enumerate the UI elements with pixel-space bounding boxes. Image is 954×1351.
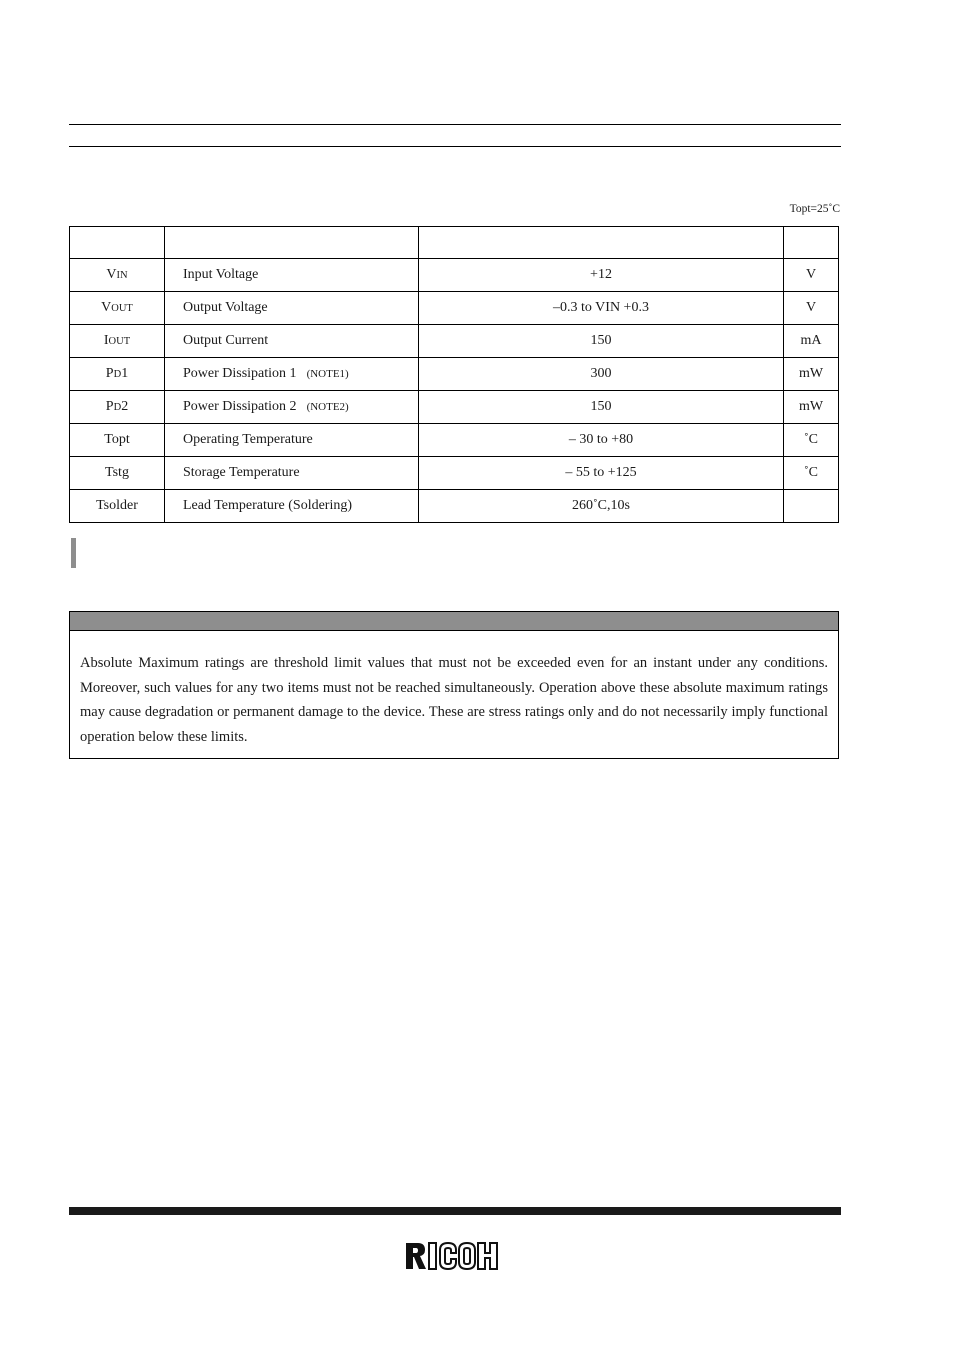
table-row <box>70 325 839 358</box>
rating-cell: 300 <box>419 358 784 391</box>
unit-cell: mW <box>784 358 839 391</box>
item-cell <box>165 424 419 457</box>
item-cell <box>165 325 419 358</box>
item-cell <box>165 490 419 523</box>
symbol-cell <box>70 391 165 424</box>
ricoh-logo <box>405 1242 505 1270</box>
symbol-cell <box>70 292 165 325</box>
item-label: Storage Temperature <box>183 465 300 480</box>
symbol-main: P <box>105 399 114 414</box>
symbol-cell <box>70 424 165 457</box>
symbol-suffix: 1 <box>121 366 129 381</box>
unit-cell: V <box>784 259 839 292</box>
table-row <box>70 292 839 325</box>
footer-rule <box>69 1207 841 1215</box>
item-label: Power Dissipation 1 <box>183 366 297 381</box>
header-unit <box>784 227 839 259</box>
item-label: Operating Temperature <box>183 432 313 447</box>
absolute-maximum-ratings-table <box>69 226 839 523</box>
symbol-main: I <box>103 333 109 348</box>
unit-cell: V <box>784 292 839 325</box>
item-label: Power Dissipation 2 <box>183 399 297 414</box>
item-label: Lead Temperature (Soldering) <box>183 498 353 513</box>
item-label: Output Voltage <box>183 300 268 315</box>
symbol-cell <box>70 490 165 523</box>
top-rule <box>69 124 841 125</box>
item-cell <box>165 292 419 325</box>
item-cell <box>165 259 419 292</box>
rating-cell: – 30 to +80 <box>419 424 784 457</box>
notice-text: Absolute Maximum ratings are threshold limit values that must not be exceeded even for an instant under any conditions. Moreover, such values for any two items must not be reached simultaneously. Operation above these absolute maximum ratings may cause degradation or permanent damage to the device. These are stress ratings only and do not necessarily imply functional operation below these limits. <box>80 655 828 745</box>
symbol-suffix: 2 <box>121 399 129 414</box>
item-label: Input Voltage <box>183 267 259 282</box>
item-note: (NOTE1) <box>306 368 349 380</box>
table-row <box>70 490 839 523</box>
second-rule <box>69 146 841 147</box>
item-cell <box>165 391 419 424</box>
unit-cell <box>784 490 839 523</box>
section-marker <box>71 538 76 568</box>
item-label: Output Current <box>183 333 269 348</box>
unit-cell: ˚C <box>784 457 839 490</box>
notice-header-band <box>70 612 838 631</box>
item-cell <box>165 358 419 391</box>
symbol-main: V <box>106 267 117 282</box>
notice-box <box>69 611 839 759</box>
table-row <box>70 457 839 490</box>
symbol-cell <box>70 325 165 358</box>
symbol-cell <box>70 358 165 391</box>
symbol-cell <box>70 457 165 490</box>
symbol-subscript: IN <box>116 270 128 281</box>
rating-cell: +12 <box>419 259 784 292</box>
header-item <box>165 227 419 259</box>
header-symbol <box>70 227 165 259</box>
unit-cell: ˚C <box>784 424 839 457</box>
symbol-main: V <box>101 300 112 315</box>
rating-cell: – 55 to +125 <box>419 457 784 490</box>
symbol-main: P <box>105 366 114 381</box>
symbol-subscript: D <box>113 402 122 413</box>
table-row <box>70 391 839 424</box>
symbol-main: Topt <box>104 432 130 447</box>
unit-cell: mW <box>784 391 839 424</box>
table-row <box>70 358 839 391</box>
item-cell <box>165 457 419 490</box>
symbol-subscript: OUT <box>108 336 131 347</box>
symbol-cell <box>70 259 165 292</box>
symbol-subscript: OUT <box>111 303 133 314</box>
table-row <box>70 424 839 457</box>
rating-cell: 150 <box>419 325 784 358</box>
header-rating <box>419 227 784 259</box>
symbol-main: Tstg <box>105 465 129 480</box>
symbol-main: Tsolder <box>96 498 138 513</box>
item-note: (NOTE2) <box>306 401 349 413</box>
rating-cell: –0.3 to VIN +0.3 <box>419 292 784 325</box>
table-row <box>70 259 839 292</box>
rating-cell: 260˚C,10s <box>419 490 784 523</box>
test-condition: Topt=25˚C <box>789 203 840 215</box>
table-header-row <box>70 227 839 259</box>
rating-cell: 150 <box>419 391 784 424</box>
unit-cell: mA <box>784 325 839 358</box>
symbol-subscript: D <box>113 369 122 380</box>
